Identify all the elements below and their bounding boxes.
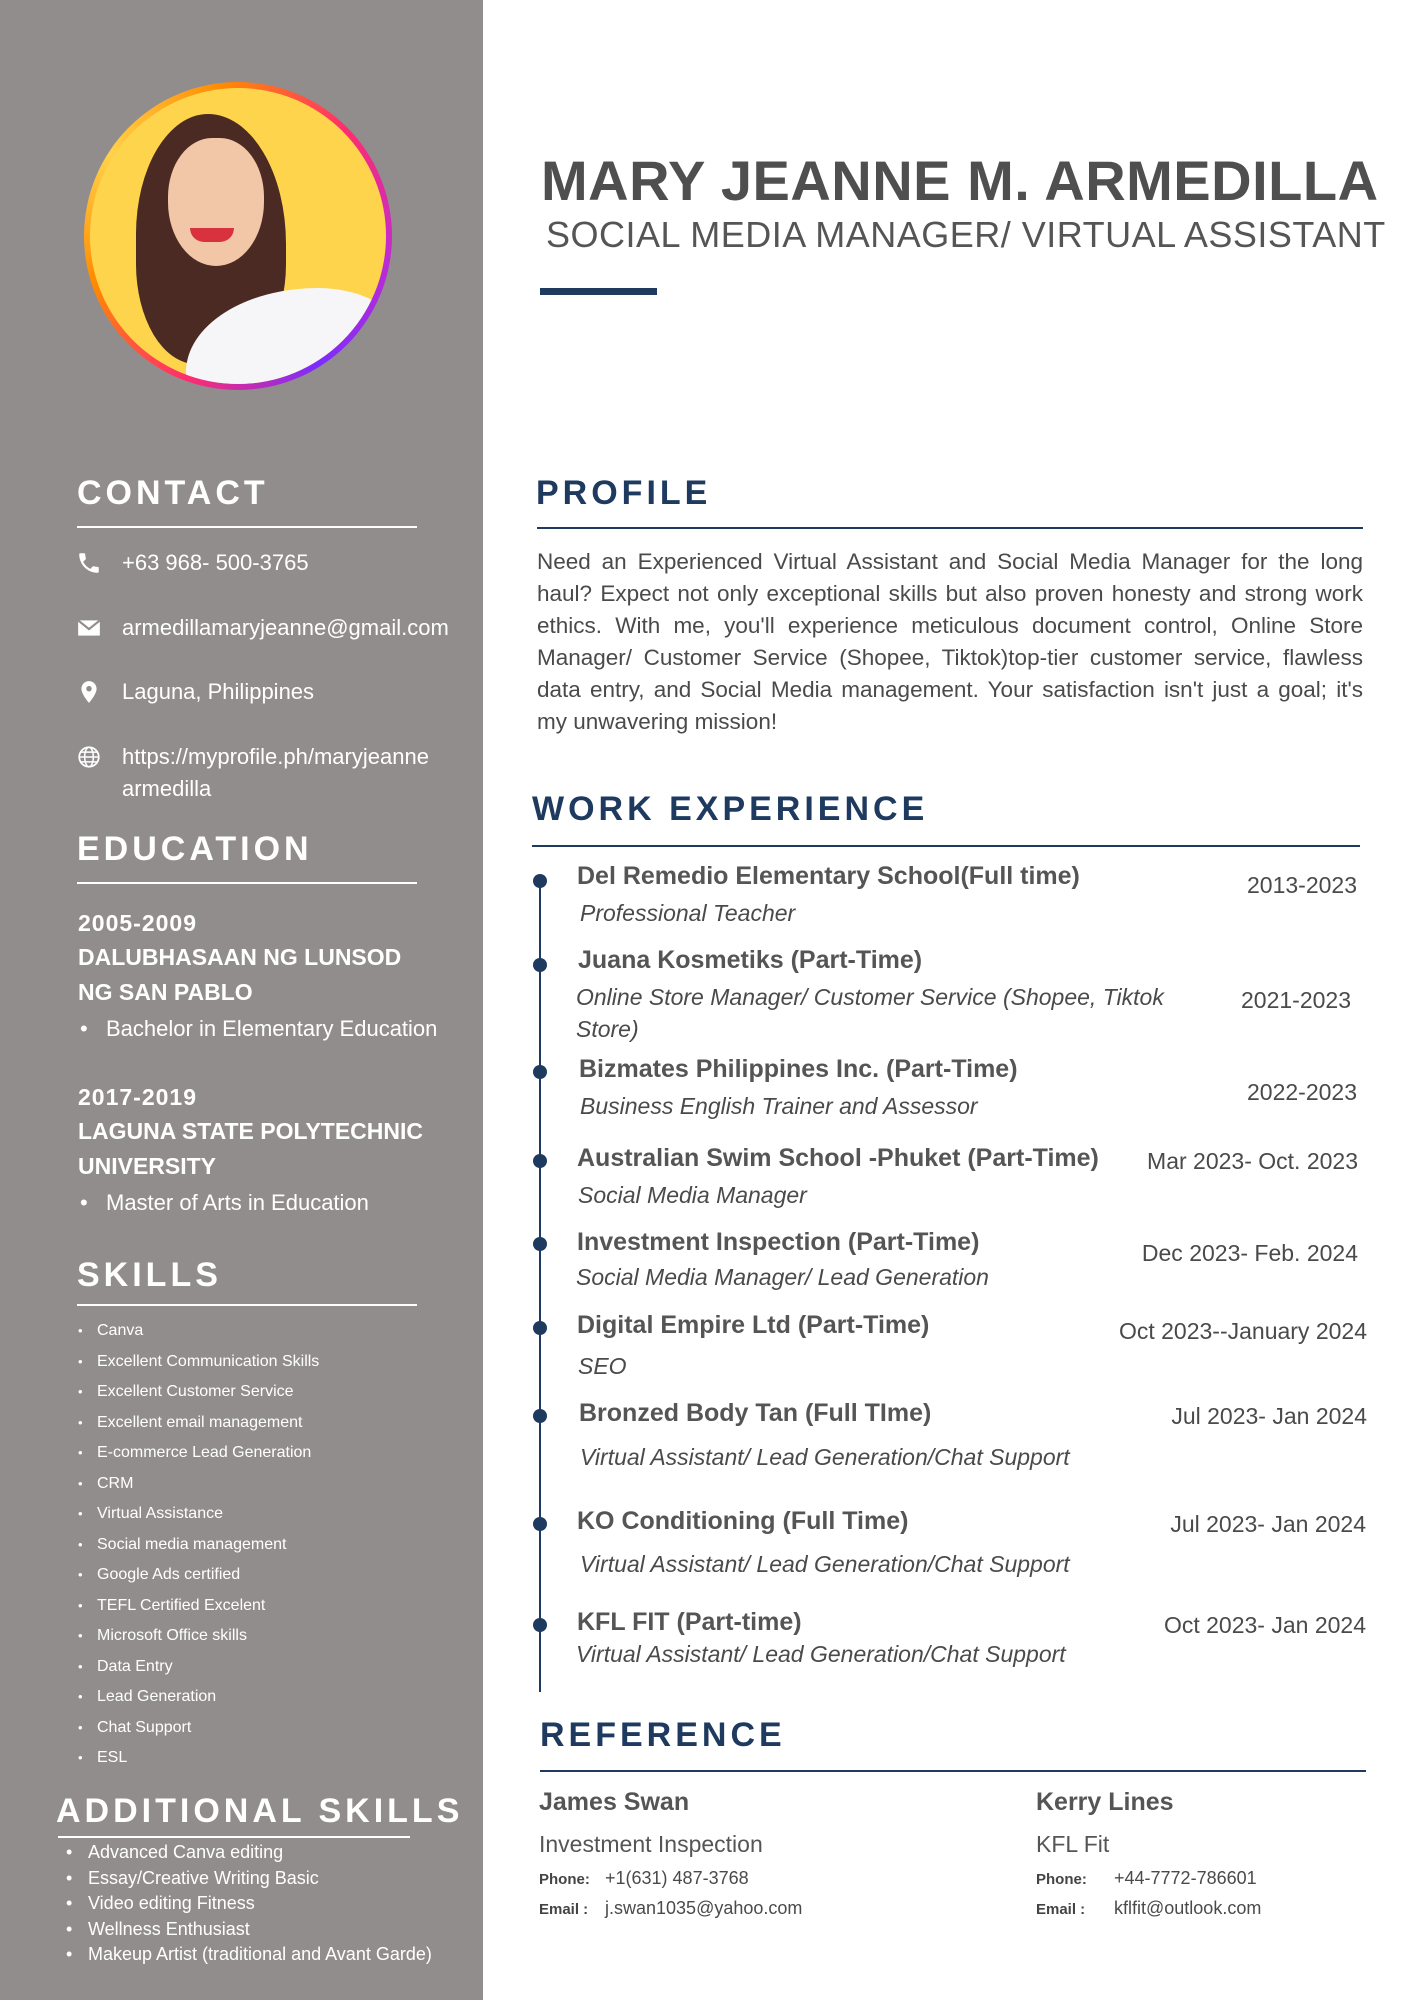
skill-item: • Microsoft Office skills — [78, 1621, 319, 1652]
reference-heading: REFERENCE — [540, 1716, 786, 1754]
work-experience-heading: WORK EXPERIENCE — [532, 790, 929, 828]
contact-website — [76, 741, 432, 805]
additional-skills-divider — [58, 1836, 410, 1838]
job-position: Professional Teacher — [580, 900, 796, 926]
job-dates: Oct 2023- Jan 2024 — [1163, 1612, 1366, 1638]
skill-item: • Lead Generation — [78, 1682, 319, 1713]
timeline-dot — [533, 1154, 547, 1168]
job-company: Investment Inspection (Part-Time) — [577, 1228, 980, 1256]
skill-item: • Canva — [78, 1316, 319, 1347]
education-years: 2005-2009 — [78, 910, 197, 936]
skill-item: • CRM — [78, 1469, 319, 1500]
skill-item: • Social media management — [78, 1530, 319, 1561]
location-text: Laguna, Philippines — [122, 679, 315, 704]
timeline-dot — [533, 1618, 547, 1632]
job-dates: Oct 2023--January 2024 — [1118, 1318, 1367, 1344]
job-company: Australian Swim School -Phuket (Part-Time) — [577, 1144, 1099, 1172]
job-company: KO Conditioning (Full Time) — [577, 1507, 909, 1535]
education-school: NG SAN PABLO — [78, 979, 253, 1005]
email-icon — [76, 615, 102, 641]
skill-item: • Virtual Assistance — [78, 1499, 319, 1530]
profile-photo-frame — [84, 82, 392, 390]
email-address[interactable]: armedillamaryjeanne@gmail.com — [122, 615, 449, 640]
job-dates: Jul 2023- Jan 2024 — [1171, 1403, 1367, 1429]
additional-skills-heading: ADDITIONAL SKILLS — [56, 1792, 464, 1830]
job-dates: Dec 2023- Feb. 2024 — [1141, 1240, 1358, 1266]
job-dates: Mar 2023- Oct. 2023 — [1147, 1148, 1358, 1174]
reference-company: KFL Fit — [1036, 1831, 1110, 1857]
reference-phone-number[interactable]: +1(631) 487-3768 — [605, 1868, 749, 1888]
additional-skill-item: • Essay/Creative Writing Basic — [64, 1866, 432, 1892]
skill-item: • Data Entry — [78, 1652, 319, 1683]
phone-label: Phone: — [1036, 1871, 1087, 1888]
contact-email — [76, 612, 449, 644]
skills-heading: SKILLS — [77, 1256, 222, 1294]
reference-divider — [540, 1770, 1366, 1772]
job-role-title: SOCIAL MEDIA MANAGER/ VIRTUAL ASSISTANT — [546, 214, 1386, 255]
skill-item: • Excellent email management — [78, 1408, 319, 1439]
skills-list — [78, 1316, 319, 1774]
education-entry — [78, 1080, 468, 1220]
reference-phone — [539, 1868, 749, 1889]
skill-item: • Google Ads certified — [78, 1560, 319, 1591]
profile-divider — [537, 527, 1363, 529]
phone-label: Phone: — [539, 1871, 590, 1888]
phone-number[interactable]: +63 968- 500-3765 — [122, 550, 309, 575]
additional-skill-item: • Video editing Fitness — [64, 1891, 432, 1917]
email-label: Email : — [1036, 1901, 1086, 1918]
email-label: Email : — [539, 1901, 589, 1918]
additional-skill-item: • Makeup Artist (traditional and Avant Garde) — [64, 1942, 432, 1968]
job-company: KFL FIT (Part-time) — [577, 1608, 802, 1636]
job-company: Juana Kosmetiks (Part-Time) — [578, 946, 923, 974]
job-position: Virtual Assistant/ Lead Generation/Chat Support — [580, 1551, 1070, 1577]
skills-divider — [77, 1304, 417, 1306]
skill-item: • Chat Support — [78, 1713, 319, 1744]
job-position: Virtual Assistant/ Lead Generation/Chat Support — [580, 1444, 1070, 1470]
education-degree: • Bachelor in Elementary Education — [78, 1012, 468, 1046]
skill-item: • ESL — [78, 1743, 319, 1774]
timeline-dot — [533, 958, 547, 972]
job-position: Online Store Manager/ Customer Service (Shopee, Tiktok Store) — [576, 984, 1164, 1042]
timeline-dot — [533, 1409, 547, 1423]
reference-name: Kerry Lines — [1036, 1788, 1174, 1816]
reference-phone-number[interactable]: +44-7772-786601 — [1114, 1868, 1257, 1888]
timeline-dot — [533, 1237, 547, 1251]
full-name: MARY JEANNE M. ARMEDILLA — [541, 149, 1379, 212]
reference-name: James Swan — [539, 1788, 690, 1816]
timeline-dot — [533, 874, 547, 888]
job-position: Social Media Manager — [578, 1182, 807, 1208]
timeline-dot — [533, 1065, 547, 1079]
profile-summary: Need an Experienced Virtual Assistant and Social Media Manager for the long haul? Expect not only exceptional skills but also proven honesty and strong work ethics. With me, you'll experience meticulous document control, Online Store Manager/ Customer Service (Shopee, Tiktok)top-tier customer service, flawless data entry, and Social Media management. Your satisfaction isn't just a goal; it's my unwavering mission! — [537, 549, 1363, 734]
sidebar — [0, 0, 483, 2000]
job-dates: 2013-2023 — [1247, 872, 1357, 898]
education-entry — [78, 906, 468, 1046]
title-accent-bar — [540, 288, 657, 295]
timeline-dot — [533, 1517, 547, 1531]
contact-heading: CONTACT — [77, 474, 269, 512]
skill-item: • E-commerce Lead Generation — [78, 1438, 319, 1469]
job-company: Bronzed Body Tan (Full TIme) — [579, 1399, 932, 1427]
reference-phone — [1036, 1868, 1257, 1889]
skill-item: • Excellent Customer Service — [78, 1377, 319, 1408]
additional-skill-item: • Advanced Canva editing — [64, 1840, 432, 1866]
job-position: Social Media Manager/ Lead Generation — [576, 1264, 989, 1290]
reference-email — [539, 1898, 802, 1919]
additional-skills-list — [64, 1840, 432, 1968]
job-company: Digital Empire Ltd (Part-Time) — [577, 1311, 930, 1339]
job-position: Virtual Assistant/ Lead Generation/Chat Support — [576, 1641, 1066, 1667]
education-divider — [77, 882, 417, 884]
education-school: UNIVERSITY — [78, 1153, 217, 1179]
reference-email — [1036, 1898, 1261, 1919]
website-link[interactable]: https://myprofile.ph/maryjeannearmedilla — [122, 744, 429, 801]
job-position: Business English Trainer and Assessor — [580, 1093, 978, 1119]
location-pin-icon — [76, 679, 102, 705]
education-years: 2017-2019 — [78, 1084, 197, 1110]
reference-email-address[interactable]: j.swan1035@yahoo.com — [605, 1898, 803, 1918]
timeline-dot — [533, 1321, 547, 1335]
timeline-line — [539, 880, 541, 1692]
reference-company: Investment Inspection — [539, 1831, 763, 1857]
skill-item: • TEFL Certified Excelent — [78, 1591, 319, 1622]
job-position: SEO — [578, 1353, 627, 1379]
job-company: Del Remedio Elementary School(Full time) — [577, 862, 1080, 890]
additional-skill-item: • Wellness Enthusiast — [64, 1917, 432, 1943]
contact-location — [76, 676, 314, 708]
work-experience-divider — [532, 845, 1360, 847]
education-heading: EDUCATION — [77, 830, 313, 868]
skill-item: • Excellent Communication Skills — [78, 1347, 319, 1378]
education-school: LAGUNA STATE POLYTECHNIC — [78, 1118, 424, 1144]
contact-divider — [77, 526, 417, 528]
phone-icon — [76, 550, 102, 576]
education-degree: • Master of Arts in Education — [78, 1186, 468, 1220]
profile-photo — [90, 88, 386, 384]
profile-heading: PROFILE — [536, 474, 712, 512]
job-dates: 2021-2023 — [1241, 987, 1351, 1013]
job-company: Bizmates Philippines Inc. (Part-Time) — [579, 1055, 1018, 1083]
job-dates: 2022-2023 — [1247, 1079, 1357, 1105]
globe-icon — [76, 744, 102, 770]
reference-email-address[interactable]: kflfit@outlook.com — [1114, 1898, 1262, 1918]
contact-phone — [76, 547, 309, 579]
education-school: DALUBHASAAN NG LUNSOD — [78, 944, 402, 970]
job-dates: Jul 2023- Jan 2024 — [1170, 1511, 1366, 1537]
